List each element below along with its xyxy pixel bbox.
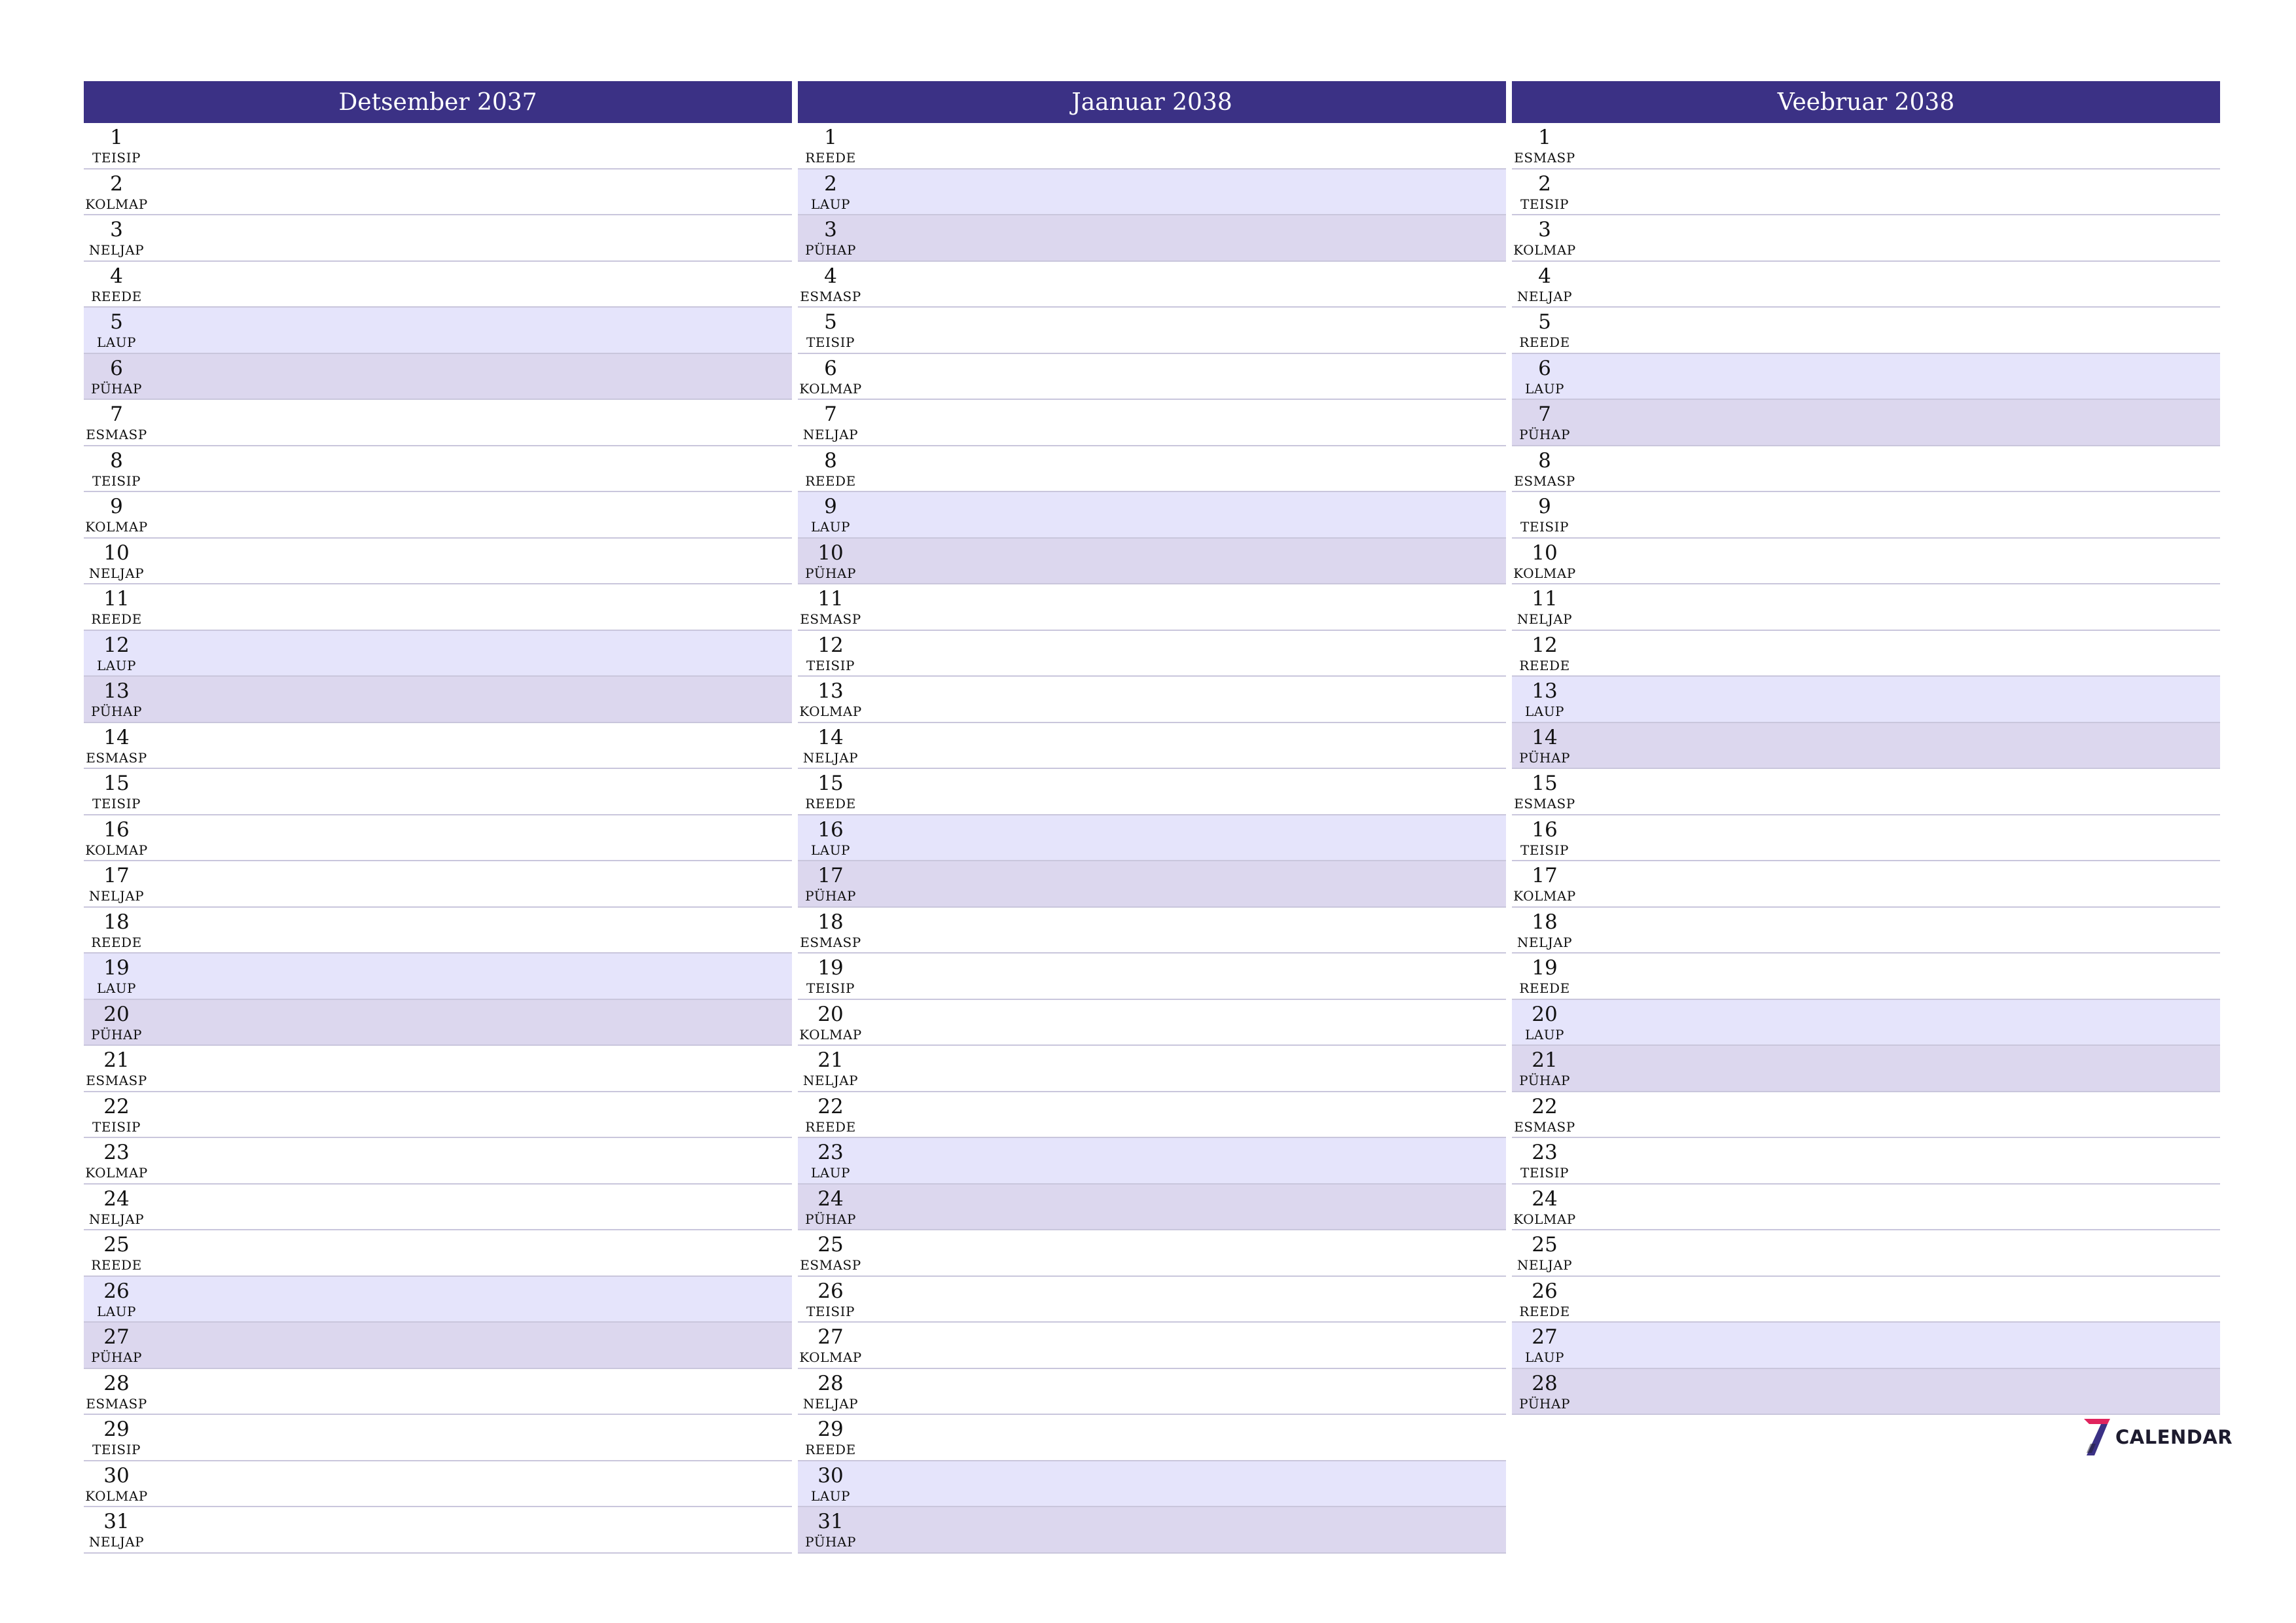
day-number: 27 [1532,1325,1558,1349]
day-number: 22 [103,1094,130,1118]
logo-text: CALENDAR [2115,1426,2233,1448]
day-row [798,1138,1506,1185]
day-number: 27 [817,1325,844,1349]
weekday-label: KOLMAP [1513,242,1576,258]
day-number: 5 [110,310,123,334]
day-row [84,584,792,631]
weekday-label: KOLMAP [799,1026,862,1043]
day-number: 12 [817,633,844,657]
day-number: 19 [817,956,844,980]
day-list [798,123,1506,1554]
day-row [84,908,792,954]
weekday-label: KOLMAP [85,519,148,535]
month-title: Veebruar 2038 [1512,81,2220,123]
weekday-label: ESMASP [1514,796,1575,812]
weekday-label: PÜHAP [1519,427,1570,442]
day-row [798,1046,1506,1092]
day-row [1512,908,2220,954]
weekday-label: NELJAP [802,749,859,766]
day-row [798,1092,1506,1139]
day-row [1512,169,2220,216]
month-column-february [1512,81,2220,1415]
day-number: 8 [1538,448,1551,473]
weekday-label: REEDE [805,796,856,812]
weekday-label: NELJAP [88,1534,145,1550]
month-column-january [798,81,1506,1554]
day-number: 24 [817,1186,844,1211]
day-number: 10 [817,541,844,565]
day-row [798,1415,1506,1461]
day-number: 3 [1538,218,1551,241]
day-row [798,769,1506,815]
day-number: 8 [110,448,123,473]
day-row [798,169,1506,216]
day-number: 9 [824,495,837,518]
weekday-label: PÜHAP [91,380,142,397]
day-number: 15 [817,772,844,795]
day-row [798,1369,1506,1416]
day-number: 20 [817,1002,844,1026]
day-number: 24 [1532,1186,1558,1211]
weekday-label: REEDE [805,1118,856,1135]
weekday-label: LAUP [96,1303,137,1319]
day-number: 12 [1532,633,1558,657]
day-row [1512,539,2220,585]
day-row [798,861,1506,908]
day-row [84,1000,792,1046]
weekday-label: TEISIP [92,473,141,489]
day-number: 2 [1538,171,1551,196]
day-number: 18 [1532,910,1558,934]
weekday-label: PÜHAP [805,888,856,904]
day-row [1512,584,2220,631]
day-number: 8 [824,448,837,473]
day-row [84,1415,792,1461]
weekday-label: LAUP [810,1488,851,1504]
day-row [1512,723,2220,770]
weekday-label: LAUP [1524,1349,1565,1365]
day-row [84,1138,792,1185]
weekday-label: KOLMAP [799,704,862,719]
day-row [798,1230,1506,1277]
weekday-label: REEDE [91,611,142,627]
weekday-label: REEDE [91,288,142,304]
weekday-label: KOLMAP [85,842,148,858]
weekday-label: PÜHAP [805,242,856,258]
day-row [84,769,792,815]
day-number: 7 [1538,402,1551,426]
weekday-label: PÜHAP [805,1534,856,1550]
day-number: 11 [103,587,130,611]
weekday-label: KOLMAP [1513,888,1576,904]
day-row [1512,1092,2220,1139]
day-number: 17 [103,864,130,887]
day-number: 17 [1532,864,1558,887]
day-number: 3 [824,218,837,241]
weekday-label: REEDE [91,1257,142,1273]
day-number: 20 [1532,1002,1558,1026]
day-number: 29 [817,1418,844,1441]
day-number: 21 [817,1048,844,1072]
weekday-label: TEISIP [1520,842,1569,858]
day-row [798,262,1506,308]
weekday-label: ESMASP [86,749,147,766]
day-number: 19 [103,956,130,980]
day-row [84,1046,792,1092]
day-number: 25 [1532,1233,1558,1257]
weekday-label: KOLMAP [1513,1211,1576,1227]
weekday-label: PÜHAP [1519,1395,1570,1412]
day-row [1512,446,2220,493]
day-number: 9 [1538,495,1551,518]
day-row [1512,1323,2220,1369]
weekday-label: KOLMAP [85,1488,148,1504]
weekday-label: PÜHAP [91,1349,142,1365]
day-number: 26 [817,1279,844,1303]
day-number: 14 [1532,725,1558,749]
day-row [798,446,1506,493]
weekday-label: NELJAP [88,242,145,258]
day-number: 13 [1532,679,1558,703]
weekday-label: REEDE [91,934,142,950]
day-row [84,492,792,539]
day-row [84,1277,792,1323]
day-row [84,1230,792,1277]
day-number: 30 [817,1463,844,1488]
day-number: 23 [1532,1141,1558,1164]
day-number: 28 [817,1371,844,1395]
day-row [84,1507,792,1554]
weekday-label: TEISIP [92,150,141,166]
day-number: 28 [103,1371,130,1395]
day-number: 15 [103,772,130,795]
day-number: 25 [817,1233,844,1257]
weekday-label: LAUP [96,980,137,996]
weekday-label: LAUP [96,334,137,350]
weekday-label: NELJAP [1516,611,1573,627]
day-number: 2 [110,171,123,196]
day-row [84,631,792,677]
day-number: 10 [1532,541,1558,565]
weekday-label: TEISIP [806,334,855,350]
weekday-label: NELJAP [88,565,145,581]
day-number: 4 [824,264,837,288]
day-row [84,446,792,493]
day-number: 4 [1538,264,1551,288]
day-number: 6 [824,356,837,380]
day-row [1512,1230,2220,1277]
day-row [798,677,1506,723]
day-row [84,1323,792,1369]
weekday-label: PÜHAP [1519,749,1570,766]
weekday-label: TEISIP [92,1442,141,1457]
weekday-label: LAUP [96,657,137,673]
weekday-label: LAUP [1524,380,1565,397]
weekday-label: ESMASP [800,1257,861,1273]
day-number: 19 [1532,956,1558,980]
weekday-label: REEDE [1519,980,1570,996]
day-row [84,1461,792,1508]
day-number: 7 [824,402,837,426]
day-row [1512,492,2220,539]
weekday-label: PÜHAP [91,704,142,719]
day-number: 11 [1532,587,1558,611]
weekday-label: ESMASP [1514,473,1575,489]
day-row [798,492,1506,539]
weekday-label: LAUP [810,196,851,212]
weekday-label: ESMASP [86,427,147,442]
day-row [798,1323,1506,1369]
weekday-label: ESMASP [86,1395,147,1412]
day-row [1512,1046,2220,1092]
day-number: 31 [817,1510,844,1533]
weekday-label: TEISIP [806,980,855,996]
weekday-label: REEDE [805,150,856,166]
day-row [84,215,792,262]
day-row [798,1185,1506,1231]
weekday-label: ESMASP [800,288,861,304]
day-row [798,584,1506,631]
day-number: 1 [824,126,837,149]
day-row [84,1092,792,1139]
day-row [84,954,792,1000]
day-row [1512,215,2220,262]
day-row [84,169,792,216]
day-number: 12 [103,633,130,657]
weekday-label: TEISIP [1520,519,1569,535]
day-number: 23 [817,1141,844,1164]
day-row [84,400,792,446]
day-row [84,723,792,770]
day-row [798,1507,1506,1554]
day-row [84,354,792,401]
day-row [798,908,1506,954]
weekday-label: REEDE [1519,334,1570,350]
day-row [84,308,792,354]
weekday-label: KOLMAP [85,1165,148,1181]
day-row [84,539,792,585]
day-row [84,123,792,169]
day-row [798,1461,1506,1508]
day-row [798,215,1506,262]
day-row [798,815,1506,862]
day-number: 26 [103,1279,130,1303]
day-number: 13 [817,679,844,703]
day-row [798,1000,1506,1046]
day-row [84,677,792,723]
weekday-label: NELJAP [88,888,145,904]
day-row [1512,631,2220,677]
weekday-label: REEDE [1519,657,1570,673]
month-title: Jaanuar 2038 [798,81,1506,123]
day-row [1512,1277,2220,1323]
day-number: 15 [1532,772,1558,795]
weekday-label: PÜHAP [1519,1073,1570,1088]
day-row [1512,308,2220,354]
day-row [798,308,1506,354]
brand-logo [2081,1418,2233,1457]
weekday-label: PÜHAP [91,1026,142,1043]
weekday-label: KOLMAP [799,1349,862,1365]
day-row [84,262,792,308]
month-title: Detsember 2037 [84,81,792,123]
seven-logo-icon [2081,1418,2111,1457]
weekday-label: ESMASP [1514,150,1575,166]
day-number: 23 [103,1141,130,1164]
weekday-label: TEISIP [806,1303,855,1319]
day-number: 2 [824,171,837,196]
day-number: 3 [110,218,123,241]
day-row [798,954,1506,1000]
weekday-label: NELJAP [1516,1257,1573,1273]
weekday-label: NELJAP [1516,934,1573,950]
day-row [798,539,1506,585]
weekday-label: NELJAP [802,427,859,442]
day-number: 18 [103,910,130,934]
day-row [1512,123,2220,169]
weekday-label: NELJAP [802,1395,859,1412]
day-row [798,1277,1506,1323]
weekday-label: LAUP [1524,1026,1565,1043]
day-number: 22 [817,1094,844,1118]
day-number: 1 [1538,126,1551,149]
day-row [84,1369,792,1416]
weekday-label: NELJAP [1516,288,1573,304]
weekday-label: TEISIP [1520,196,1569,212]
day-row [1512,400,2220,446]
day-row [798,400,1506,446]
day-row [1512,1000,2220,1046]
day-number: 27 [103,1325,130,1349]
weekday-label: LAUP [810,842,851,858]
day-row [84,1185,792,1231]
day-row [84,815,792,862]
day-number: 10 [103,541,130,565]
weekday-label: NELJAP [802,1073,859,1088]
day-row [1512,815,2220,862]
day-row [84,861,792,908]
month-column-december [84,81,792,1554]
day-number: 21 [1532,1048,1558,1072]
day-number: 25 [103,1233,130,1257]
day-number: 29 [103,1418,130,1441]
weekday-label: ESMASP [1514,1118,1575,1135]
day-row [798,723,1506,770]
day-number: 6 [110,356,123,380]
day-number: 16 [1532,817,1558,842]
day-row [1512,1185,2220,1231]
day-number: 5 [1538,310,1551,334]
day-row [1512,677,2220,723]
day-number: 26 [1532,1279,1558,1303]
day-row [1512,262,2220,308]
day-number: 21 [103,1048,130,1072]
weekday-label: LAUP [810,519,851,535]
day-number: 16 [817,817,844,842]
day-list [1512,123,2220,1415]
weekday-label: ESMASP [800,934,861,950]
weekday-label: PÜHAP [805,565,856,581]
weekday-label: REEDE [805,1442,856,1457]
weekday-label: PÜHAP [805,1211,856,1227]
day-number: 13 [103,679,130,703]
weekday-label: LAUP [1524,704,1565,719]
day-number: 4 [110,264,123,288]
day-number: 22 [1532,1094,1558,1118]
weekday-label: TEISIP [806,657,855,673]
day-number: 20 [103,1002,130,1026]
weekday-label: LAUP [810,1165,851,1181]
weekday-label: KOLMAP [85,196,148,212]
day-number: 9 [110,495,123,518]
day-row [798,123,1506,169]
weekday-label: TEISIP [92,796,141,812]
weekday-label: ESMASP [800,611,861,627]
day-row [1512,1138,2220,1185]
day-number: 7 [110,402,123,426]
day-list [84,123,792,1554]
day-number: 31 [103,1510,130,1533]
day-number: 11 [817,587,844,611]
day-row [1512,954,2220,1000]
day-number: 30 [103,1463,130,1488]
day-number: 17 [817,864,844,887]
day-row [1512,769,2220,815]
day-row [798,354,1506,401]
weekday-label: KOLMAP [799,380,862,397]
day-row [1512,354,2220,401]
day-number: 16 [103,817,130,842]
weekday-label: REEDE [1519,1303,1570,1319]
day-number: 14 [817,725,844,749]
day-number: 18 [817,910,844,934]
weekday-label: TEISIP [1520,1165,1569,1181]
weekday-label: KOLMAP [1513,565,1576,581]
day-number: 14 [103,725,130,749]
day-number: 5 [824,310,837,334]
weekday-label: REEDE [805,473,856,489]
day-row [1512,1369,2220,1416]
day-row [1512,861,2220,908]
day-number: 6 [1538,356,1551,380]
weekday-label: NELJAP [88,1211,145,1227]
weekday-label: TEISIP [92,1118,141,1135]
weekday-label: ESMASP [86,1073,147,1088]
day-number: 28 [1532,1371,1558,1395]
day-number: 24 [103,1186,130,1211]
day-number: 1 [110,126,123,149]
day-row [798,631,1506,677]
